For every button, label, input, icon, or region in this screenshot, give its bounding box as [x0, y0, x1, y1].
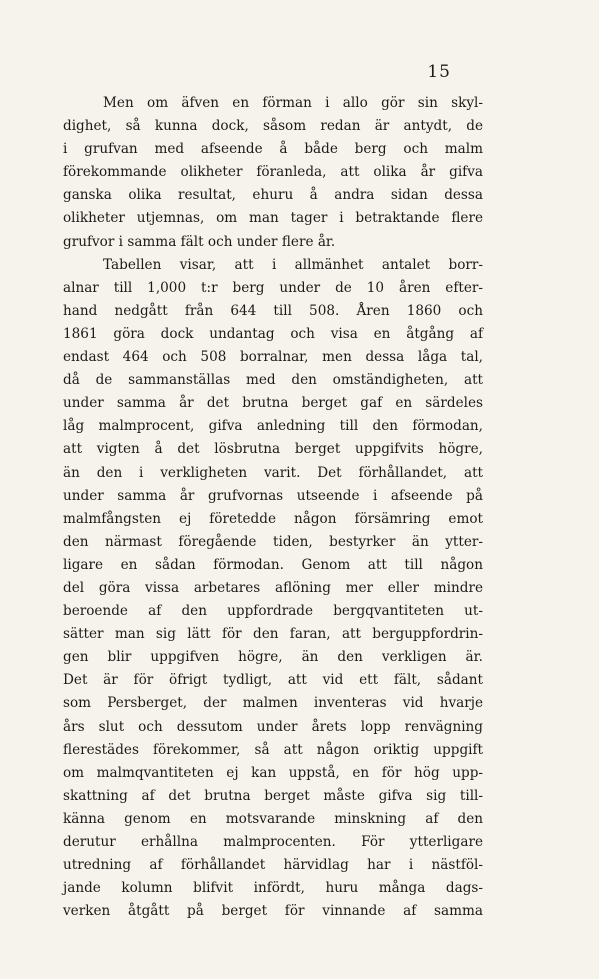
text-line: års slut och dessutom under årets lopp renvägning [63, 718, 483, 735]
text-line: än den i verkligheten varit. Det förhållandet, att [63, 464, 483, 481]
text-line: under samma år grufvornas utseende i afseende på [63, 487, 483, 504]
text-line: del göra vissa arbetares aflöning mer eller mindre [63, 579, 483, 596]
body-text [63, 92, 483, 923]
text-line: utredning af förhållandet härvidlag har i nästföl- [63, 857, 483, 874]
text-line: hand nedgått från 644 till 508. Åren 1860 och [63, 302, 483, 319]
text-line: att vigten å det lösbrutna berget uppgifvits högre, [63, 441, 483, 458]
text-line: känna genom en motsvarande minskning af den [63, 810, 483, 827]
text-line: olikheter utjemnas, om man tager i betraktande flere [63, 210, 483, 227]
text-line: beroende af den uppfordrade bergqvantiteten ut- [63, 603, 483, 620]
text-line: malmfångsten ej företedde någon försämring emot [63, 510, 483, 527]
text-line: gen blir uppgifven högre, än den verkligen är. [63, 649, 483, 666]
text-line: Det är för öfrigt tydligt, att vid ett fält, sådant [63, 672, 483, 689]
paragraph-2 [63, 254, 483, 924]
text-line: då de sammanställas med den omständigheten, att [63, 372, 483, 389]
text-line: derutur erhållna malmprocenten. För ytterligare [63, 834, 483, 850]
text-line: sätter man sig lätt för den faran, att berguppfordrin- [63, 626, 483, 643]
text-line: flerestädes förekommer, så att någon oriktig uppgift [63, 741, 483, 758]
text-line: alnar till 1,000 t:r berg under de 10 åren efter- [63, 279, 483, 296]
text-line: Tabellen visar, att i allmänhet antalet borr- [103, 256, 483, 273]
text-line: Men om äfven en förman i allo gör sin skyl- [103, 95, 483, 111]
text-line: om malmqvantiteten ej kan uppstå, en för hög upp- [63, 764, 483, 781]
paragraph-1 [63, 92, 483, 254]
text-line: i grufvan med afseende å både berg och malm [63, 141, 483, 158]
text-line: dighet, så kunna dock, såsom redan är antydt, de [63, 118, 483, 135]
page-number: 15 [427, 62, 451, 82]
text-line: 1861 göra dock undantag och visa en åtgång af [63, 325, 483, 342]
text-line: förekommande olikheter föranleda, att olika år gifva [63, 164, 483, 181]
text-line: ligare en sådan förmodan. Genom att till någon [63, 556, 483, 573]
text-line: under samma år det brutna berget gaf en särdeles [63, 395, 483, 412]
text-line: låg malmprocent, gifva anledning till den förmodan, [63, 418, 483, 435]
text-line: den närmast föregående tiden, bestyrker än ytter- [63, 533, 483, 550]
text-line: skattning af det brutna berget måste gifva sig till- [63, 787, 483, 804]
text-line: grufvor i samma fält och under flere år. [63, 233, 336, 250]
text-line: endast 464 och 508 borralnar, men dessa låga tal, [63, 349, 483, 366]
text-line: verken åtgått på berget för vinnande af samma [63, 903, 483, 920]
text-line: jande kolumn blifvit infördt, huru många dags- [63, 880, 483, 897]
text-line: ganska olika resultat, ehuru å andra sidan dessa [63, 187, 483, 204]
text-line: som Persberget, der malmen inventeras vid hvarje [63, 695, 483, 712]
